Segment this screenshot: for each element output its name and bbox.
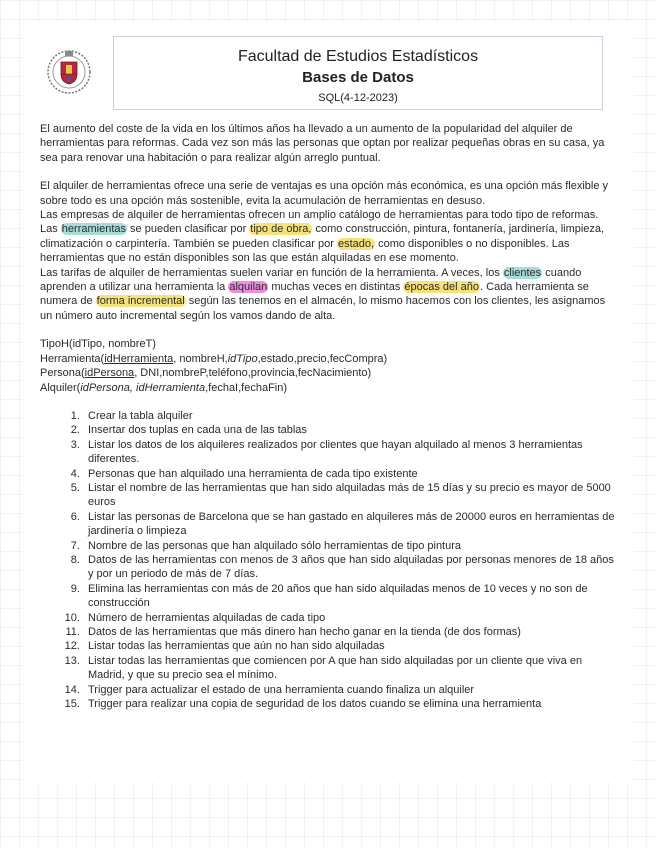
- task-item: 2. Insertar dos tuplas en cada una de las tablas: [83, 423, 620, 437]
- relational-schema: [40, 337, 620, 395]
- task-item: 14. Trigger para actualizar el estado de una herramienta cuando finaliza un alquiler: [83, 683, 620, 697]
- highlight-estado: estado,: [337, 237, 375, 250]
- intro-paragraph-2: El alquiler de herramientas ofrece una serie de ventajas es una opción más económica, es una opción más flexible y sobre todo es una opción más sostenible, evita la acumulación de herramientas en desuso.: [40, 180, 609, 207]
- task-item: 11. Datos de las herramientas que más dinero han hecho ganar en la tienda (de dos formas): [83, 625, 620, 639]
- highlight-herramientas: herramientas: [61, 223, 126, 236]
- highlight-clientes: clientes: [503, 266, 542, 279]
- task-item: 1. Crear la tabla alquiler: [83, 409, 620, 423]
- intro-paragraph-5: Las tarifas de alquiler de herramientas suelen variar en función de la herramienta. A veces, los clientes cuando aprenden a utilizar una herramienta la alquilan muchas veces en distintas épocas del año. Cada herramienta se numera de forma incremental según las tenemos en el almacén, lo mismo hacemos con los clientes, les asignamos un número auto incremental según los vamos dando de alta.: [40, 266, 606, 322]
- task-list: [40, 409, 620, 712]
- university-seal-icon: [46, 44, 92, 100]
- schema-persona: Persona(idPersona, DNI,nombreP,teléfono,provincia,fecNacimiento): [40, 367, 372, 380]
- task-item: 8. Datos de las herramientas con menos de 3 años que han sido alquiladas por personas menores de 18 años y por un periodo de más de 7 días.: [83, 553, 620, 582]
- highlight-forma-incremental: forma incremental: [96, 295, 185, 308]
- task-item: 10. Número de herramientas alquiladas de cada tipo: [83, 611, 620, 625]
- schema-alquiler: Alquiler(idPersona, idHerramienta,fechaI,fechaFin): [40, 381, 288, 394]
- session-label: SQL(4-12-2023): [318, 92, 398, 104]
- highlight-alquilan: alquilan: [229, 281, 268, 294]
- faculty-title: Facultad de Estudios Estadísticos: [237, 48, 479, 65]
- course-title: Bases de Datos: [302, 69, 414, 86]
- document-body: [40, 122, 620, 711]
- task-item: 4. Personas que han alquilado una herramienta de cada tipo existente: [83, 467, 620, 481]
- task-item: 13. Listar todas las herramientas que comiencen por A que han sido alquiladas por un cliente que viva en Madrid, y que su precio sea el mínimo.: [83, 654, 620, 683]
- schema-tipo: TipoH(idTipo, nombreT): [40, 338, 156, 351]
- task-item: 12. Listar todas las herramientas que aún no han sido alquiladas: [83, 639, 620, 653]
- task-item: 3. Listar los datos de los alquileres realizados por clientes que hayan alquilado al menos 3 herramientas diferentes.: [83, 438, 620, 467]
- intro-paragraph-4: Las herramientas se pueden clasificar por tipo de obra, como construcción, pintura, fontanería, jardinería, limpieza, climatización o carpintería. También se pueden clasificar por estado, como disponibles o no disponibles. Las herramientas que no están disponibles son las que están alquiladas en ese momento.: [40, 223, 605, 265]
- task-item: 5. Listar el nombre de las herramientas que han sido alquiladas más de 15 días y su precio es mayor de 5000 euros: [83, 481, 620, 510]
- document-header: [113, 36, 603, 110]
- task-item: 7. Nombre de las personas que han alquilado sólo herramientas de tipo pintura: [83, 539, 620, 553]
- intro-paragraph-1: El aumento del coste de la vida en los últimos años ha llevado a un aumento de la popularidad del alquiler de herramientas para reformas. Cada vez son más las personas que optan por realizar pequeñas obras en su casa, ya sea para renovar una habitación o para realizar algún arreglo puntual.: [40, 123, 605, 164]
- task-item: 9. Elimina las herramientas con más de 20 años que han sido alquiladas menos de 10 veces y no son de construcción: [83, 582, 620, 611]
- highlight-tipo-de-obra: tipo de obra,: [250, 223, 312, 236]
- highlight-epocas-del-ano: épocas del año: [404, 281, 480, 294]
- schema-herramienta: Herramienta(idHerramienta, nombreH,idTipo,estado,precio,fecCompra): [40, 352, 388, 365]
- task-item: 6. Listar las personas de Barcelona que se han gastado en alquileres más de 20000 euros en herramientas de jardinería o limpieza: [83, 510, 620, 539]
- intro-paragraph-3: Las empresas de alquiler de herramientas ofrecen un amplio catálogo de herramientas para todo tipo de reformas.: [40, 209, 599, 222]
- task-item: 15. Trigger para realizar una copia de seguridad de los datos cuando se elimina una herramienta: [83, 697, 620, 711]
